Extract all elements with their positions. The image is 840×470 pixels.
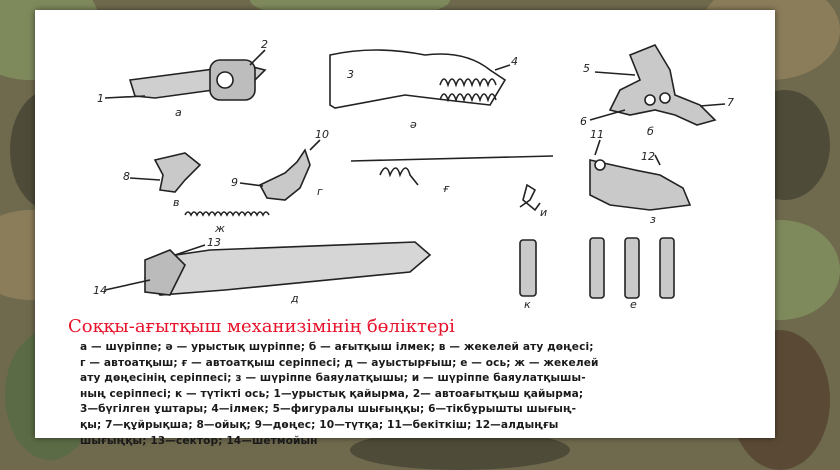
legend-line: ату дөңесінің серіппесі; з — шүріппе баяулатқышы; и — шүріппе баяулатқышы- [80, 372, 586, 385]
slide-page [35, 10, 775, 447]
figure-number-4: 4 [511, 55, 518, 68]
figure-letter-d: д [291, 292, 299, 305]
figure-number-12: 12 [641, 150, 655, 163]
figure-number-1: 1 [97, 92, 104, 105]
figure-number-9: 9 [231, 176, 238, 189]
figure-letter-g: г [317, 185, 323, 198]
figure-number-5: 5 [583, 62, 590, 75]
legend-line: ның серіппесі; к — түтікті ось; 1—урыстық қайырма, 2— автоағытқыш қайырма; [80, 387, 584, 400]
figure-letter-zh: ж [215, 222, 225, 235]
mechanism-parts-figure [35, 10, 775, 310]
legend-line: қы; 7—құйрықша; 8—ойық; 9—дөңес; 10—түтқа; 11—бекіткіш; 12—алдыңғы [80, 418, 559, 431]
figure-letter-i: и [540, 206, 548, 219]
slide-title: Соққы-ағытқыш механизімінің бөліктері [68, 316, 455, 337]
figure-letter-a: а [175, 106, 182, 119]
figure-number-2: 2 [261, 38, 268, 51]
figure-number-13: 13 [207, 236, 221, 249]
figure-letter-e: е [630, 298, 637, 311]
figure-letter-v: в [173, 196, 180, 209]
legend-line: шығыңқы; 13—сектор; 14—шетмойын [80, 434, 318, 447]
figure-number-11: 11 [590, 128, 604, 141]
legend-line: а — шүріппе; ә — урыстық шүріппе; б — ағытқыш ілмек; в — жекелей ату дөңесі; [80, 341, 594, 353]
figure-letter-schwa: ә [410, 118, 417, 131]
figure-number-14: 14 [93, 284, 107, 297]
legend-text-block [80, 340, 770, 449]
figure-number-10: 10 [315, 128, 329, 141]
figure-number-6: 6 [580, 115, 587, 128]
figure-number-7: 7 [727, 96, 734, 109]
figure-number-3: 3 [347, 68, 354, 81]
figure-letter-z: з [650, 213, 656, 226]
legend-line: г — автоатқыш; ғ — автоатқыш серіппесі; д — ауыстырғыш; е — ось; ж — жекелей [80, 356, 599, 369]
legend-line: 3—бүгілген ұштары; 4—ілмек; 5—фигуралы шығыңқы; 6—тікбұрышты шығың- [80, 403, 577, 416]
figure-letter-k: к [524, 298, 531, 311]
figure-letter-gh: ғ [443, 182, 450, 195]
figure-letter-b: б [647, 125, 654, 138]
figure-number-8: 8 [123, 170, 130, 183]
